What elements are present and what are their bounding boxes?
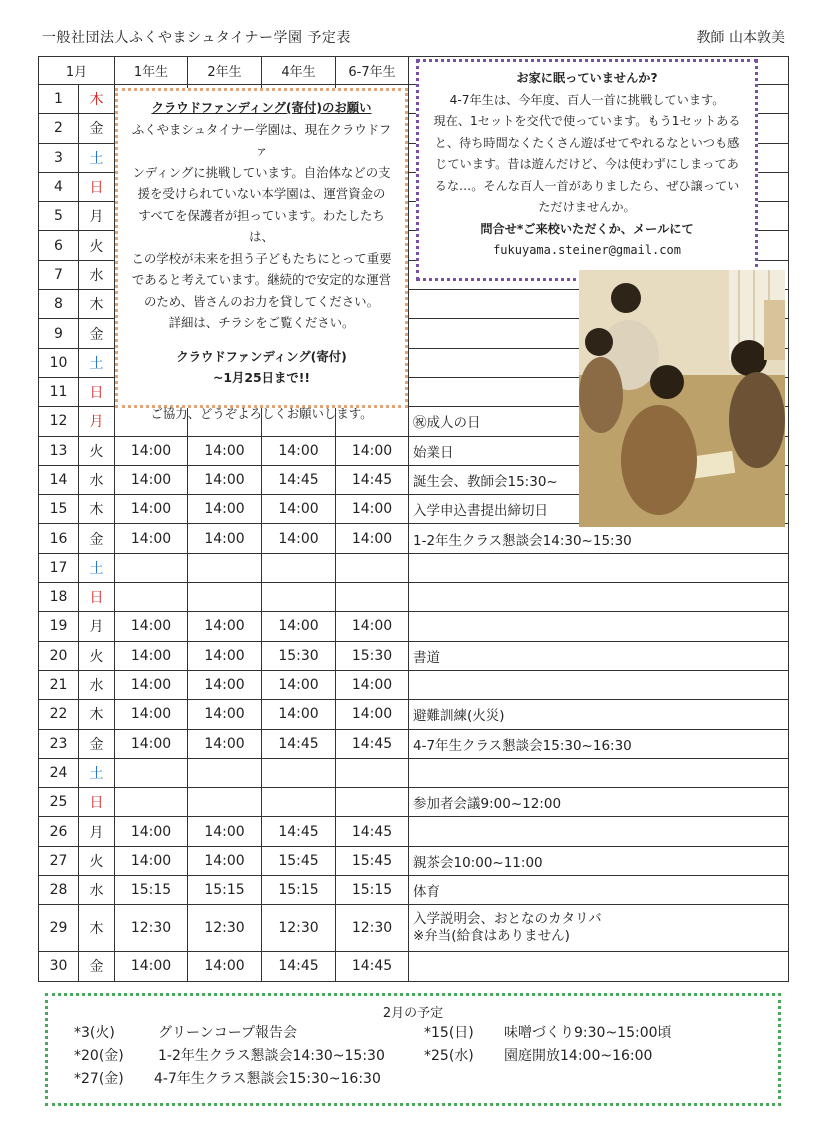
time-cell [115, 758, 188, 787]
karuta-title: お家に眠っていませんか? [516, 71, 658, 85]
time-cell: 14:00 [188, 641, 262, 670]
contact-email: fukuyama.steiner@gmail.com [493, 243, 681, 257]
crowdfunding-notice [115, 88, 408, 421]
event-cell: 参加者会議9:00~12:00 [409, 788, 789, 817]
karuta-line: 現在、1セットを交代で使っています。もう1セットある [433, 114, 741, 128]
table-row [39, 905, 789, 952]
weekday-cell: 土 [79, 758, 115, 787]
karuta-line: ただけませんか。 [538, 200, 636, 214]
event-line: 入学説明会、おとなのカタリバ [413, 911, 602, 928]
time-cell: 15:30 [336, 641, 409, 670]
time-cell: 14:45 [262, 817, 336, 846]
col-header-grade2: 2年生 [188, 57, 262, 85]
feb-item-date: *25(水) [424, 1048, 474, 1064]
table-row [39, 817, 789, 846]
event-cell [409, 612, 789, 641]
event-cell [409, 553, 789, 582]
weekday-cell: 火 [79, 436, 115, 465]
table-row [39, 641, 789, 670]
day-cell: 28 [39, 876, 79, 905]
weekday-cell: 月 [79, 202, 115, 231]
time-cell [188, 583, 262, 612]
weekday-cell: 日 [79, 172, 115, 201]
time-cell: 14:00 [336, 670, 409, 699]
time-cell: 12:30 [262, 905, 336, 952]
day-cell: 20 [39, 641, 79, 670]
day-cell: 14 [39, 465, 79, 494]
students-playing-photo [579, 270, 785, 527]
time-cell: 14:00 [188, 612, 262, 641]
february-schedule [45, 993, 781, 1106]
page-title: 一般社団法人ふくやまシュタイナー学園 予定表 [42, 30, 351, 46]
time-cell [115, 788, 188, 817]
weekday-cell: 月 [79, 407, 115, 436]
crowdfunding-line: のため、皆さんのお力を貸してください。 [144, 293, 379, 309]
karuta-request-notice [416, 59, 758, 281]
day-cell: 5 [39, 202, 79, 231]
table-row [39, 553, 789, 582]
event-cell: 体育 [409, 876, 789, 905]
day-cell: 23 [39, 729, 79, 758]
weekday-cell: 金 [79, 729, 115, 758]
time-cell: 14:00 [115, 524, 188, 553]
time-cell: 14:00 [188, 952, 262, 981]
day-cell: 8 [39, 290, 79, 319]
event-cell [409, 670, 789, 699]
time-cell: 14:00 [115, 700, 188, 729]
event-cell [409, 905, 789, 952]
time-cell: 14:00 [188, 465, 262, 494]
day-cell: 22 [39, 700, 79, 729]
time-cell [115, 583, 188, 612]
karuta-line: 4-7年生は、今年度、百人一首に挑戦しています。 [449, 92, 725, 107]
day-cell: 25 [39, 788, 79, 817]
time-cell: 14:00 [188, 729, 262, 758]
weekday-cell: 金 [79, 524, 115, 553]
day-cell: 10 [39, 348, 79, 377]
time-cell [262, 553, 336, 582]
crowdfunding-deadline: ~1月25日まで!! [212, 370, 311, 385]
time-cell [336, 758, 409, 787]
event-line: ※弁当(給食はありません) [413, 928, 570, 945]
february-title: 2月の予定 [382, 1006, 444, 1021]
time-cell: 14:00 [115, 729, 188, 758]
time-cell: 14:00 [188, 524, 262, 553]
weekday-cell: 水 [79, 465, 115, 494]
day-cell: 18 [39, 583, 79, 612]
weekday-cell: 日 [79, 788, 115, 817]
time-cell: 14:00 [336, 436, 409, 465]
table-row [39, 788, 789, 817]
time-cell: 14:00 [262, 700, 336, 729]
day-cell: 19 [39, 612, 79, 641]
table-row [39, 952, 789, 981]
feb-item-text: 1-2年生クラス懇談会14:30~15:30 [158, 1048, 385, 1064]
event-cell: 避難訓練(火災) [409, 700, 789, 729]
time-cell: 14:00 [336, 612, 409, 641]
table-row [39, 729, 789, 758]
weekday-cell: 金 [79, 319, 115, 348]
day-cell: 7 [39, 260, 79, 289]
time-cell [336, 553, 409, 582]
weekday-cell: 月 [79, 817, 115, 846]
event-cell: 書道 [409, 641, 789, 670]
day-cell: 27 [39, 846, 79, 875]
time-cell: 15:15 [188, 876, 262, 905]
feb-item-text: 味噌づくり9:30~15:00頃 [504, 1025, 672, 1041]
day-cell: 26 [39, 817, 79, 846]
day-cell: 1 [39, 85, 79, 114]
time-cell: 12:30 [188, 905, 262, 952]
weekday-cell: 木 [79, 905, 115, 952]
event-cell: 4-7年生クラス懇談会15:30~16:30 [409, 729, 789, 758]
time-cell: 14:00 [336, 700, 409, 729]
event-cell: 1-2年生クラス懇談会14:30~15:30 [409, 524, 789, 553]
time-cell: 15:30 [262, 641, 336, 670]
time-cell [115, 553, 188, 582]
event-cell: 誕生会、教師会15:30~ [409, 465, 789, 494]
weekday-cell: 木 [79, 700, 115, 729]
weekday-cell: 水 [79, 876, 115, 905]
day-cell: 4 [39, 172, 79, 201]
time-cell [262, 583, 336, 612]
time-cell: 14:00 [188, 436, 262, 465]
crowdfunding-closing: ご協力、どうぞよろしくお願いします。 [150, 405, 373, 421]
time-cell: 14:45 [262, 465, 336, 494]
col-header-grade4: 4年生 [262, 57, 336, 85]
time-cell [262, 788, 336, 817]
time-cell: 14:00 [188, 846, 262, 875]
time-cell [188, 788, 262, 817]
crowdfunding-line: であると考えています。継続的で安定的な運営 [131, 272, 392, 287]
teacher-name: 教師 山本敦美 [696, 30, 785, 46]
time-cell: 14:45 [336, 465, 409, 494]
time-cell: 14:45 [336, 729, 409, 758]
time-cell: 14:00 [115, 641, 188, 670]
event-cell [409, 758, 789, 787]
feb-item-text: 4-7年生クラス懇談会15:30~16:30 [154, 1071, 381, 1087]
event-cell: 親茶会10:00~11:00 [409, 846, 789, 875]
table-row [39, 700, 789, 729]
karuta-line: と、待ち時間なくたくさん遊ばせてやれるなといつも感 [434, 135, 740, 150]
day-cell: 16 [39, 524, 79, 553]
time-cell: 15:15 [262, 876, 336, 905]
time-cell [188, 758, 262, 787]
time-cell: 14:00 [336, 524, 409, 553]
table-row [39, 846, 789, 875]
crowdfunding-line: 援を受けられていない本学園は、運営資金の [137, 186, 386, 201]
crowdfunding-title: クラウドファンディング(寄付)のお願い [151, 100, 372, 115]
time-cell [188, 553, 262, 582]
time-cell: 14:45 [262, 952, 336, 981]
day-cell: 29 [39, 905, 79, 952]
day-cell: 12 [39, 407, 79, 436]
event-cell [409, 952, 789, 981]
col-header-grade67: 6-7年生 [336, 57, 409, 85]
time-cell: 14:00 [188, 495, 262, 524]
table-row [39, 583, 789, 612]
table-row [39, 524, 789, 553]
feb-item-date: *27(金) [74, 1071, 124, 1087]
time-cell: 14:00 [188, 817, 262, 846]
time-cell: 14:00 [115, 465, 188, 494]
time-cell: 15:45 [336, 846, 409, 875]
event-cell [409, 583, 789, 612]
time-cell: 15:15 [336, 876, 409, 905]
weekday-cell: 木 [79, 495, 115, 524]
crowdfunding-line: 詳細は、チラシをご覧ください。 [168, 315, 355, 330]
weekday-cell: 火 [79, 231, 115, 260]
karuta-line: じています。昔は遊んだけど、今は使わずにしまってあ [435, 157, 739, 171]
feb-item-date: *3(火) [74, 1025, 115, 1041]
time-cell: 14:00 [336, 495, 409, 524]
weekday-cell: 日 [79, 583, 115, 612]
time-cell: 14:45 [336, 952, 409, 981]
weekday-cell: 火 [79, 641, 115, 670]
time-cell: 14:00 [115, 495, 188, 524]
time-cell: 14:45 [336, 817, 409, 846]
weekday-cell: 火 [79, 846, 115, 875]
crowdfunding-line: この学校が未来を担う子どもたちにとって重要 [131, 250, 392, 266]
weekday-cell: 金 [79, 952, 115, 981]
time-cell: 14:00 [262, 612, 336, 641]
time-cell: 14:00 [115, 817, 188, 846]
time-cell: 14:00 [262, 670, 336, 699]
day-cell: 3 [39, 143, 79, 172]
day-cell: 11 [39, 377, 79, 406]
day-cell: 30 [39, 952, 79, 981]
feb-item-date: *20(金) [74, 1048, 124, 1064]
time-cell: 12:30 [115, 905, 188, 952]
weekday-cell: 土 [79, 348, 115, 377]
day-cell: 17 [39, 553, 79, 582]
weekday-cell: 水 [79, 670, 115, 699]
col-header-month: 1月 [39, 57, 115, 85]
col-header-grade1: 1年生 [115, 57, 188, 85]
table-row [39, 758, 789, 787]
event-cell: 始業日 [409, 436, 789, 465]
event-cell: ㊗成人の日 [409, 407, 789, 436]
day-cell: 21 [39, 670, 79, 699]
karuta-contact: 問合せ*ご来校いただくか、メールにて [480, 221, 694, 236]
time-cell [336, 583, 409, 612]
weekday-cell: 日 [79, 377, 115, 406]
time-cell: 15:45 [262, 846, 336, 875]
day-cell: 15 [39, 495, 79, 524]
day-cell: 13 [39, 436, 79, 465]
table-row [39, 612, 789, 641]
crowdfunding-highlight: クラウドファンディング(寄付) [176, 348, 347, 364]
time-cell: 14:00 [115, 436, 188, 465]
time-cell: 14:00 [262, 495, 336, 524]
time-cell [336, 788, 409, 817]
weekday-cell: 土 [79, 553, 115, 582]
time-cell: 15:15 [115, 876, 188, 905]
time-cell [262, 758, 336, 787]
weekday-cell: 木 [79, 290, 115, 319]
time-cell: 12:30 [336, 905, 409, 952]
time-cell: 14:00 [262, 524, 336, 553]
weekday-cell: 金 [79, 114, 115, 143]
day-cell: 2 [39, 114, 79, 143]
weekday-cell: 月 [79, 612, 115, 641]
feb-item-date: *15(日) [424, 1025, 474, 1041]
crowdfunding-line: ンディングに挑戦しています。自治体などの支 [132, 164, 391, 180]
day-cell: 24 [39, 758, 79, 787]
feb-item-text: 園庭開放14:00~16:00 [504, 1048, 653, 1064]
time-cell: 14:00 [115, 952, 188, 981]
time-cell: 14:00 [115, 846, 188, 875]
time-cell: 14:00 [115, 612, 188, 641]
crowdfunding-line: ふくやまシュタイナー学園は、現在クラウドファ [131, 121, 392, 158]
time-cell: 14:45 [262, 729, 336, 758]
day-cell: 6 [39, 231, 79, 260]
event-cell [409, 817, 789, 846]
crowdfunding-line: すべてを保護者が担っています。わたしたちは、 [138, 207, 385, 244]
time-cell: 14:00 [188, 670, 262, 699]
time-cell: 14:00 [188, 700, 262, 729]
day-cell: 9 [39, 319, 79, 348]
table-row [39, 670, 789, 699]
table-row [39, 876, 789, 905]
karuta-line: るな…。そんな百人一首がありましたら、ぜひ譲ってい [434, 178, 740, 193]
time-cell: 14:00 [115, 670, 188, 699]
event-cell: 入学申込書提出締切日 [409, 495, 789, 524]
time-cell: 14:00 [262, 436, 336, 465]
weekday-cell: 木 [79, 85, 115, 114]
feb-item-text: グリーンコープ報告会 [158, 1025, 298, 1041]
weekday-cell: 水 [79, 260, 115, 289]
weekday-cell: 土 [79, 143, 115, 172]
